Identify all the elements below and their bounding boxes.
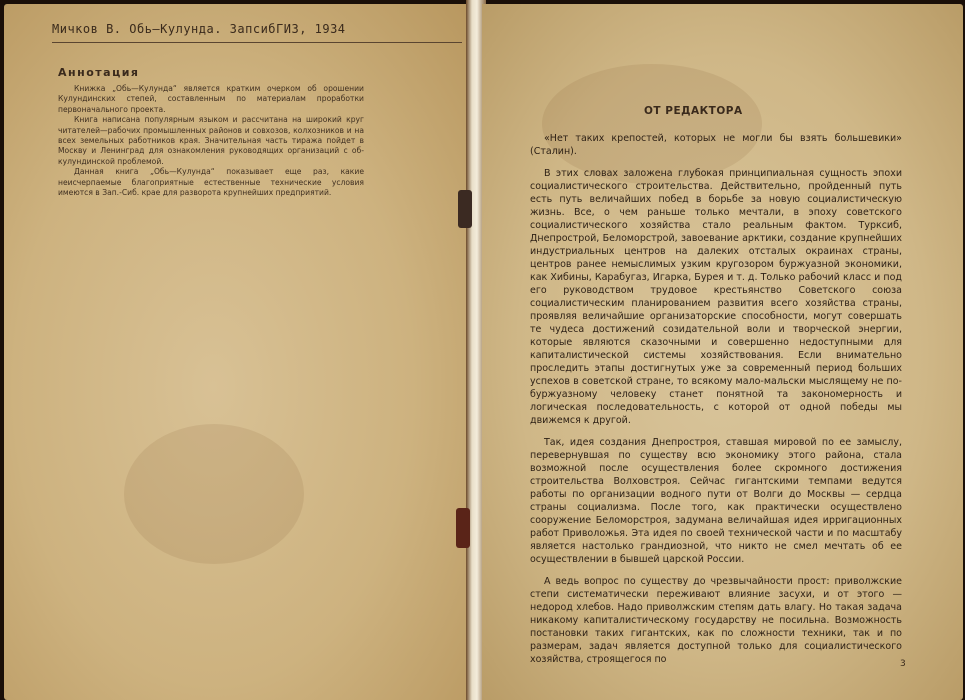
body-paragraph: В этих словах заложена глубокая принципиальная сущность эпохи социалистического строительства. Действительно, пройденный путь есть путь величайших побед в борьбе за новую социалистическую жизнь. Все, о чем раньше только мечтали, в эпоху советского социалистического хозяйства стало реальным фактом. Турксиб, Днепрострой, Беломорстрой, завоевание арктики, создание крупнейших индустриальных центров на далеких отсталых окраинах страны, центров ранее немыслимых узким кругозором буржуазной экономики, как Хибины, Карабугаз, Игарка, Бурея и т. д. Только рабочий класс и под его руководством трудовое крестьянство Советского союза социалистическим планированием развития всего хозяйства страны, проявляя величайшие организаторские способности, могут совершать те чудеса достижений созидательной воли и творческой энергии, которые являются сказочными и совершенно недоступными для капиталистической системы хозяйствования. Если внимательно проследить этапы достигнутых уже за современный период больших успехов в советской стране, то всякому мало-мальски мыслящему не по-буржуазному человеку станет понятной та закономерность и логическая последовательность, с которой от одной победы мы движемся к другой. xyxy=(530,168,902,426)
body-paragraph: Так, идея создания Днепростроя, ставшая мировой по ее замыслу, перевернувшая по существу всю экономику этого района, стала возможной после осуществления более скромного достижения строительства Волховстроя. Сейчас гигантскими темпами ведутся работы по организации водного пути от Волги до Москвы — сердца страны социализма. После того, как практически осуществлено сооружение Беломорстроя, задумана величайшая идея ирригационных работ Приволожья. Эта идея по своей технической части и по масштабу является настолько грандиозной, что никто не смел мечтать об ее осуществлении в бывшей царской России. xyxy=(530,437,902,565)
body-paragraph: А ведь вопрос по существу до чрезвычайности прост: приволжские степи систематически переживают влияние засухи, и от этого — недород хлебов. Надо приволжским степям дать влагу. Но такая задача никакому капиталистическому государству не посильна. Возможность постановки таких гигантских, как по сложности техники, так и по размерам, задач является доступной только для социалистического хозяйства, строящегося по xyxy=(530,576,902,665)
annotation-paragraph: Книжка „Обь—Кулунда“ является кратким очерком об орошении Кулундинских степей, составленным по материалам проработки первоначального проекта. xyxy=(58,84,364,114)
bibliographic-header: Мичков В. Обь—Кулунда. ЗапсибГИЗ, 1934 xyxy=(52,22,346,36)
annotation-paragraph: Данная книга „Обь—Кулунда“ показывает еще раз, какие неисчерпаемые благоприятные естественные технические условия имеются в Зап.-Сиб. крае для разворота крупнейших предприятий. xyxy=(58,167,364,198)
annotation-body xyxy=(58,84,364,198)
page-stain xyxy=(124,424,304,564)
right-page xyxy=(482,4,963,700)
header-rule xyxy=(52,42,462,43)
binding-staple xyxy=(458,190,472,228)
editor-text xyxy=(530,132,902,675)
left-page xyxy=(4,4,470,700)
body-paragraph: «Нет таких крепостей, которых не могли бы взять большевики» (Сталин). xyxy=(530,133,902,157)
binding-staple xyxy=(456,508,470,548)
editor-heading: ОТ РЕДАКТОРА xyxy=(644,105,743,117)
page-number: 3 xyxy=(900,659,906,669)
annotation-paragraph: Книга написана популярным языком и рассчитана на широкий круг читателей—рабочих промышленных районов и совхозов, колхозников и на всех земельных работников края. Значительная часть тиража пойдет в Москву и Ленинград для ознакомления руководящих организаций с об-кулундинской проблемой. xyxy=(58,115,364,166)
annotation-title: Аннотация xyxy=(58,66,140,79)
